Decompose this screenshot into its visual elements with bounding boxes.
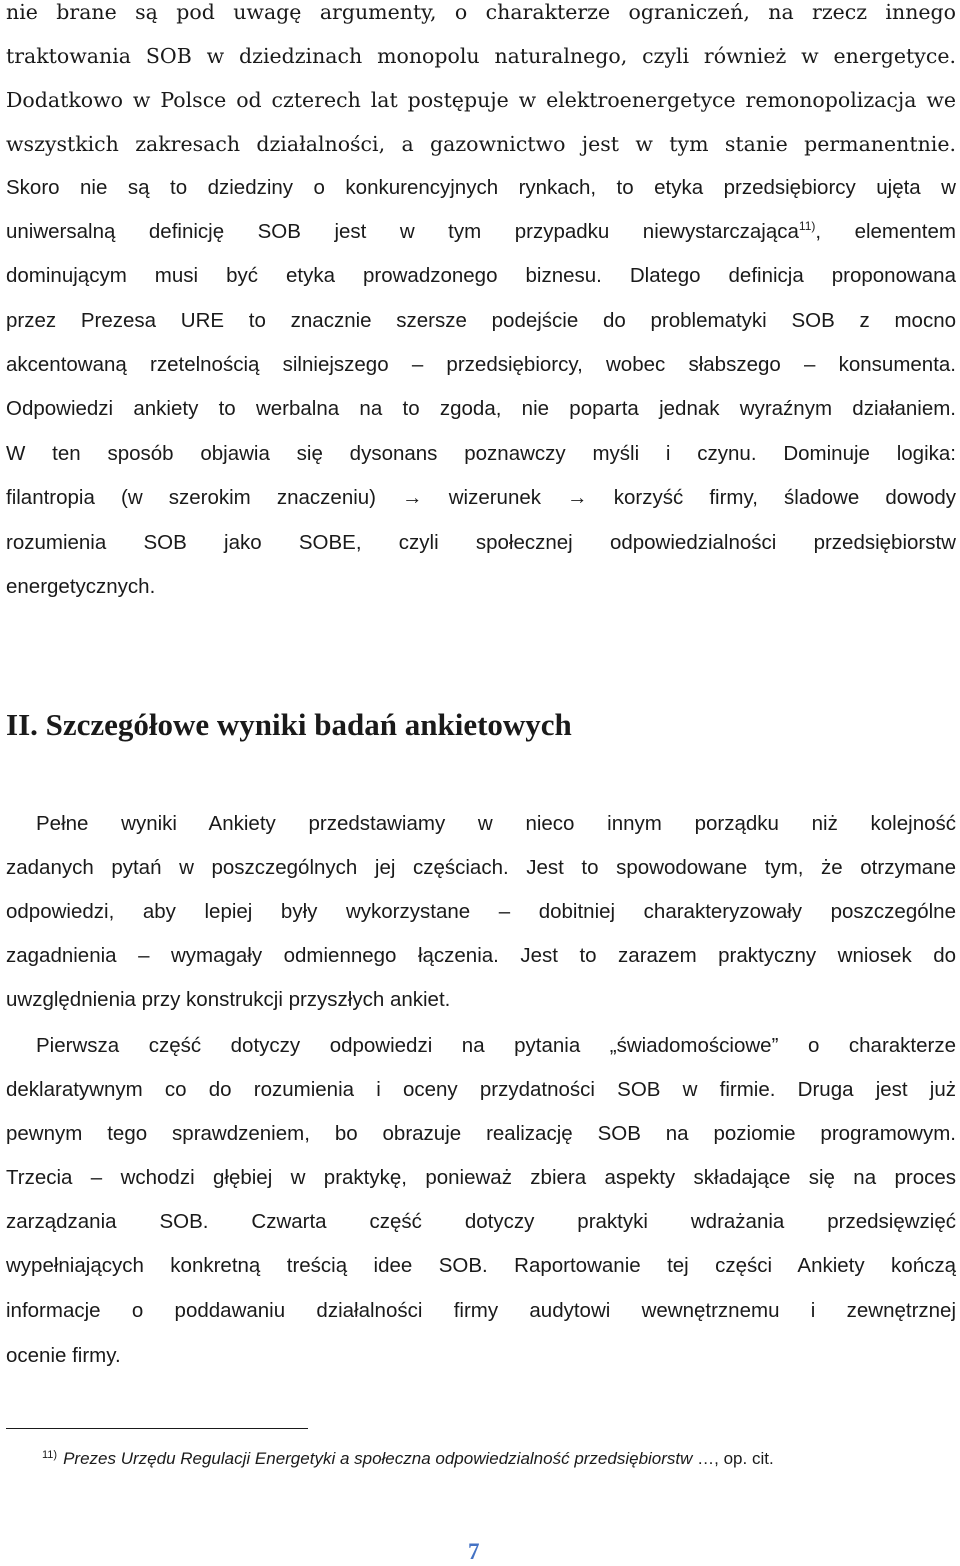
paragraph-1-line-2: traktowania SOB w dziedzinach monopolu naturalnego, czyli również w energetyce. [6, 44, 956, 68]
paragraph-4-line-2: deklaratywnym co do rozumienia i oceny przydatności SOB w firmie. Druga jest już [6, 1078, 956, 1101]
paragraph-4-line-6: wypełniających konkretną treścią idee SOB. Raportowanie tej części Ankiety kończą [6, 1254, 956, 1277]
paragraph-1-line-1: nie brane są pod uwagę argumenty, o charakterze ograniczeń, na rzecz innego [6, 0, 956, 24]
paragraph-4-line-5: zarządzania SOB. Czwarta część dotyczy praktyki wdrażania przedsięwzięć [6, 1210, 956, 1233]
footnote-mark: 11) [42, 1449, 58, 1461]
paragraph-2-line-2-text: uniwersalną definicję SOB jest w tym przypadku niewystarczająca [6, 220, 799, 243]
footnote-divider [6, 1428, 308, 1429]
paragraph-3-line-4: zagadnienia – wymagały odmiennego łączenia. Jest to zarazem praktyczny wniosek do [6, 944, 956, 967]
paragraph-2-line-8: filantropia (w szerokim znaczeniu) → wizerunek → korzyść firmy, śladowe dowody [6, 486, 956, 509]
paragraph-2-line-2-tail: , elementem [815, 220, 956, 243]
paragraph-2-line-5: akcentowaną rzetelnością silniejszego – przedsiębiorcy, wobec słabszego – konsumenta. [6, 353, 956, 376]
paragraph-3-line-1: Pełne wyniki Ankiety przedstawiamy w nieco innym porządku niż kolejność [36, 812, 956, 835]
paragraph-2-line-9: rozumienia SOB jako SOBE, czyli społecznej odpowiedzialności przedsiębiorstw [6, 531, 956, 554]
footnote [42, 1440, 774, 1474]
paragraph-4-line-8: ocenie firmy. [6, 1344, 121, 1367]
paragraph-1-line-4: wszystkich zakresach działalności, a gazownictwo jest w tym stanie permanentnie. [6, 132, 956, 156]
paragraph-4-line-3: pewnym tego sprawdzeniem, bo obrazuje realizację SOB na poziomie programowym. [6, 1122, 956, 1145]
page-number: 7 [468, 1539, 480, 1564]
paragraph-2-line-6: Odpowiedzi ankiety to werbalna na to zgoda, nie poparta jednak wyraźnym działaniem. [6, 397, 956, 420]
paragraph-3-line-5: uwzględnienia przy konstrukcji przyszłych ankiet. [6, 988, 451, 1011]
section-heading: II. Szczegółowe wyniki badań ankietowych [6, 707, 572, 742]
paragraph-2-line-1: Skoro nie są to dziedziny o konkurencyjnych rynkach, to etyka przedsiębiorcy ujęta w [6, 176, 956, 199]
paragraph-2-line-4: przez Prezesa URE to znacznie szersze podejście do problematyki SOB z mocno [6, 309, 956, 332]
paragraph-4-line-7: informacje o poddawaniu działalności firmy audytowi wewnętrznemu i zewnętrznej [6, 1299, 956, 1322]
paragraph-2-line-10: energetycznych. [6, 575, 156, 598]
paragraph-4-line-1: Pierwsza część dotyczy odpowiedzi na pytania „świadomościowe” o charakterze [36, 1034, 956, 1057]
paragraph-2-line-7: W ten sposób objawia się dysonans poznawczy myśli i czynu. Dominuje logika: [6, 442, 956, 465]
footnote-reference[interactable]: 11) [798, 219, 816, 233]
paragraph-1-line-3: Dodatkowo w Polsce od czterech lat postępuje w elektroenergetyce remonopolizacja we [6, 88, 956, 112]
paragraph-2-line-2 [6, 210, 956, 254]
footnote-title: Prezes Urzędu Regulacji Energetyki a społeczna odpowiedzialność przedsiębiorstw [63, 1449, 693, 1468]
paragraph-3-line-3: odpowiedzi, aby lepiej były wykorzystane – dobitniej charakteryzowały poszczególne [6, 900, 956, 923]
paragraph-2-line-3: dominującym musi być etyka prowadzonego biznesu. Dlatego definicja proponowana [6, 264, 956, 287]
paragraph-3-line-2: zadanych pytań w poszczególnych jej częściach. Jest to spowodowane tym, że otrzymane [6, 856, 956, 879]
paragraph-4-line-4: Trzecia – wchodzi głębiej w praktykę, ponieważ zbiera aspekty składające się na proces [6, 1166, 956, 1189]
footnote-suffix: …, op. cit. [692, 1449, 774, 1468]
